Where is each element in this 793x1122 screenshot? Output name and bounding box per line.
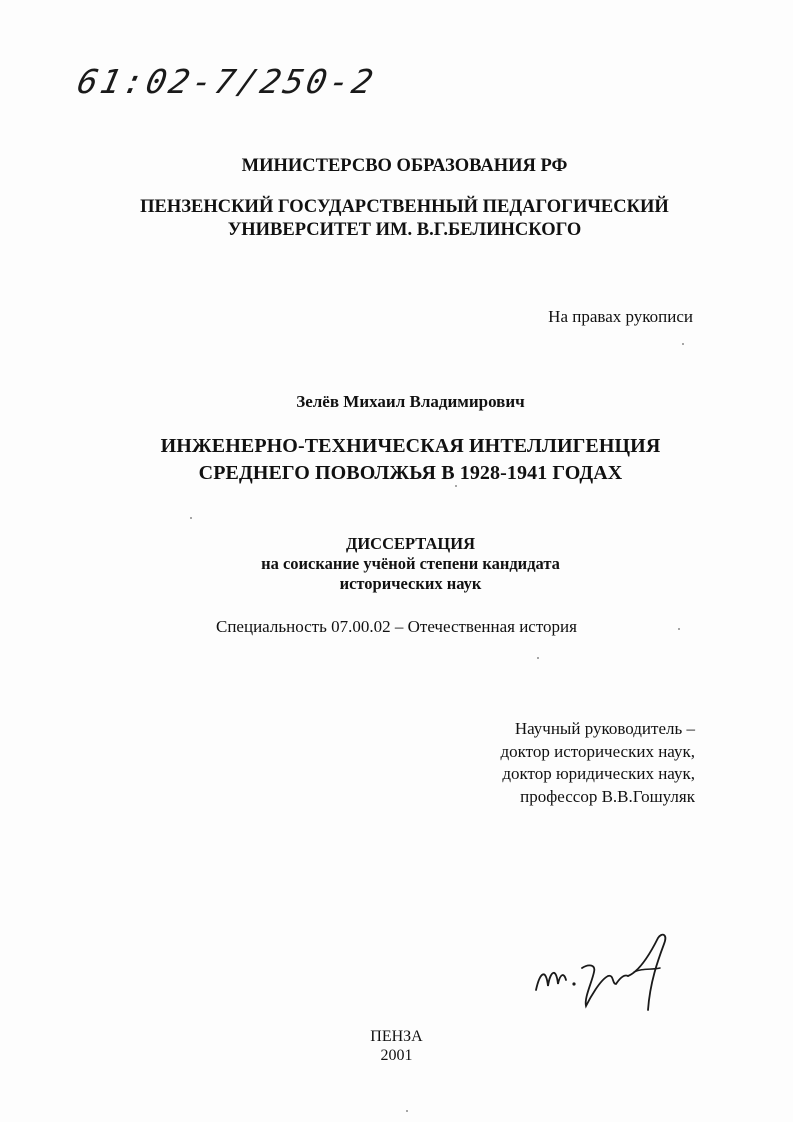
title-line-2: СРЕДНЕГО ПОВОЛЖЬЯ В 1928-1941 ГОДАХ bbox=[198, 462, 623, 484]
author-name: Зелёв Михаил Владимирович bbox=[296, 392, 525, 411]
scan-speck bbox=[455, 485, 457, 487]
specialty-line: Специальность 07.00.02 – Отечественная история bbox=[216, 617, 577, 636]
dissertation-label: ДИССЕРТАЦИЯ bbox=[346, 534, 475, 553]
university-heading bbox=[8, 196, 793, 242]
scan-speck bbox=[682, 343, 684, 345]
title-line-1: ИНЖЕНЕРНО-ТЕХНИЧЕСКАЯ ИНТЕЛЛИГЕНЦИЯ bbox=[160, 435, 661, 457]
degree-line-2: исторических наук bbox=[339, 574, 482, 593]
university-line-1: ПЕНЗЕНСКИЙ ГОСУДАРСТВЕННЫЙ ПЕДАГОГИЧЕСКИЙ bbox=[140, 197, 669, 217]
degree-line-1: на соискание учёной степени кандидата bbox=[261, 554, 560, 573]
city: ПЕНЗА bbox=[370, 1028, 423, 1045]
dissertation-degree-block bbox=[14, 534, 793, 594]
library-shelfmark: 61:02-7/250-2 bbox=[73, 62, 380, 101]
university-line-2: УНИВЕРСИТЕТ ИМ. В.Г.БЕЛИНСКОГО bbox=[227, 220, 582, 240]
dissertation-title bbox=[14, 433, 793, 487]
manuscript-rights-note: На правах рукописи bbox=[548, 307, 693, 326]
scan-speck bbox=[406, 1110, 408, 1112]
scan-speck bbox=[190, 517, 192, 519]
handwritten-signature bbox=[530, 928, 680, 1018]
supervisor-line-2: доктор исторических наук, bbox=[500, 741, 695, 761]
place-and-year bbox=[0, 1027, 793, 1065]
supervisor-line-3: доктор юридических наук, bbox=[502, 764, 695, 783]
ministry-heading: МИНИСТЕРСВО ОБРАЗОВАНИЯ РФ bbox=[241, 156, 568, 176]
scan-speck bbox=[678, 628, 680, 630]
year: 2001 bbox=[380, 1047, 413, 1064]
scientific-supervisor-block bbox=[500, 718, 695, 808]
supervisor-line-4: профессор В.В.Гошуляк bbox=[520, 786, 695, 806]
scan-speck bbox=[537, 657, 539, 659]
supervisor-line-1: Научный руководитель – bbox=[514, 719, 695, 738]
